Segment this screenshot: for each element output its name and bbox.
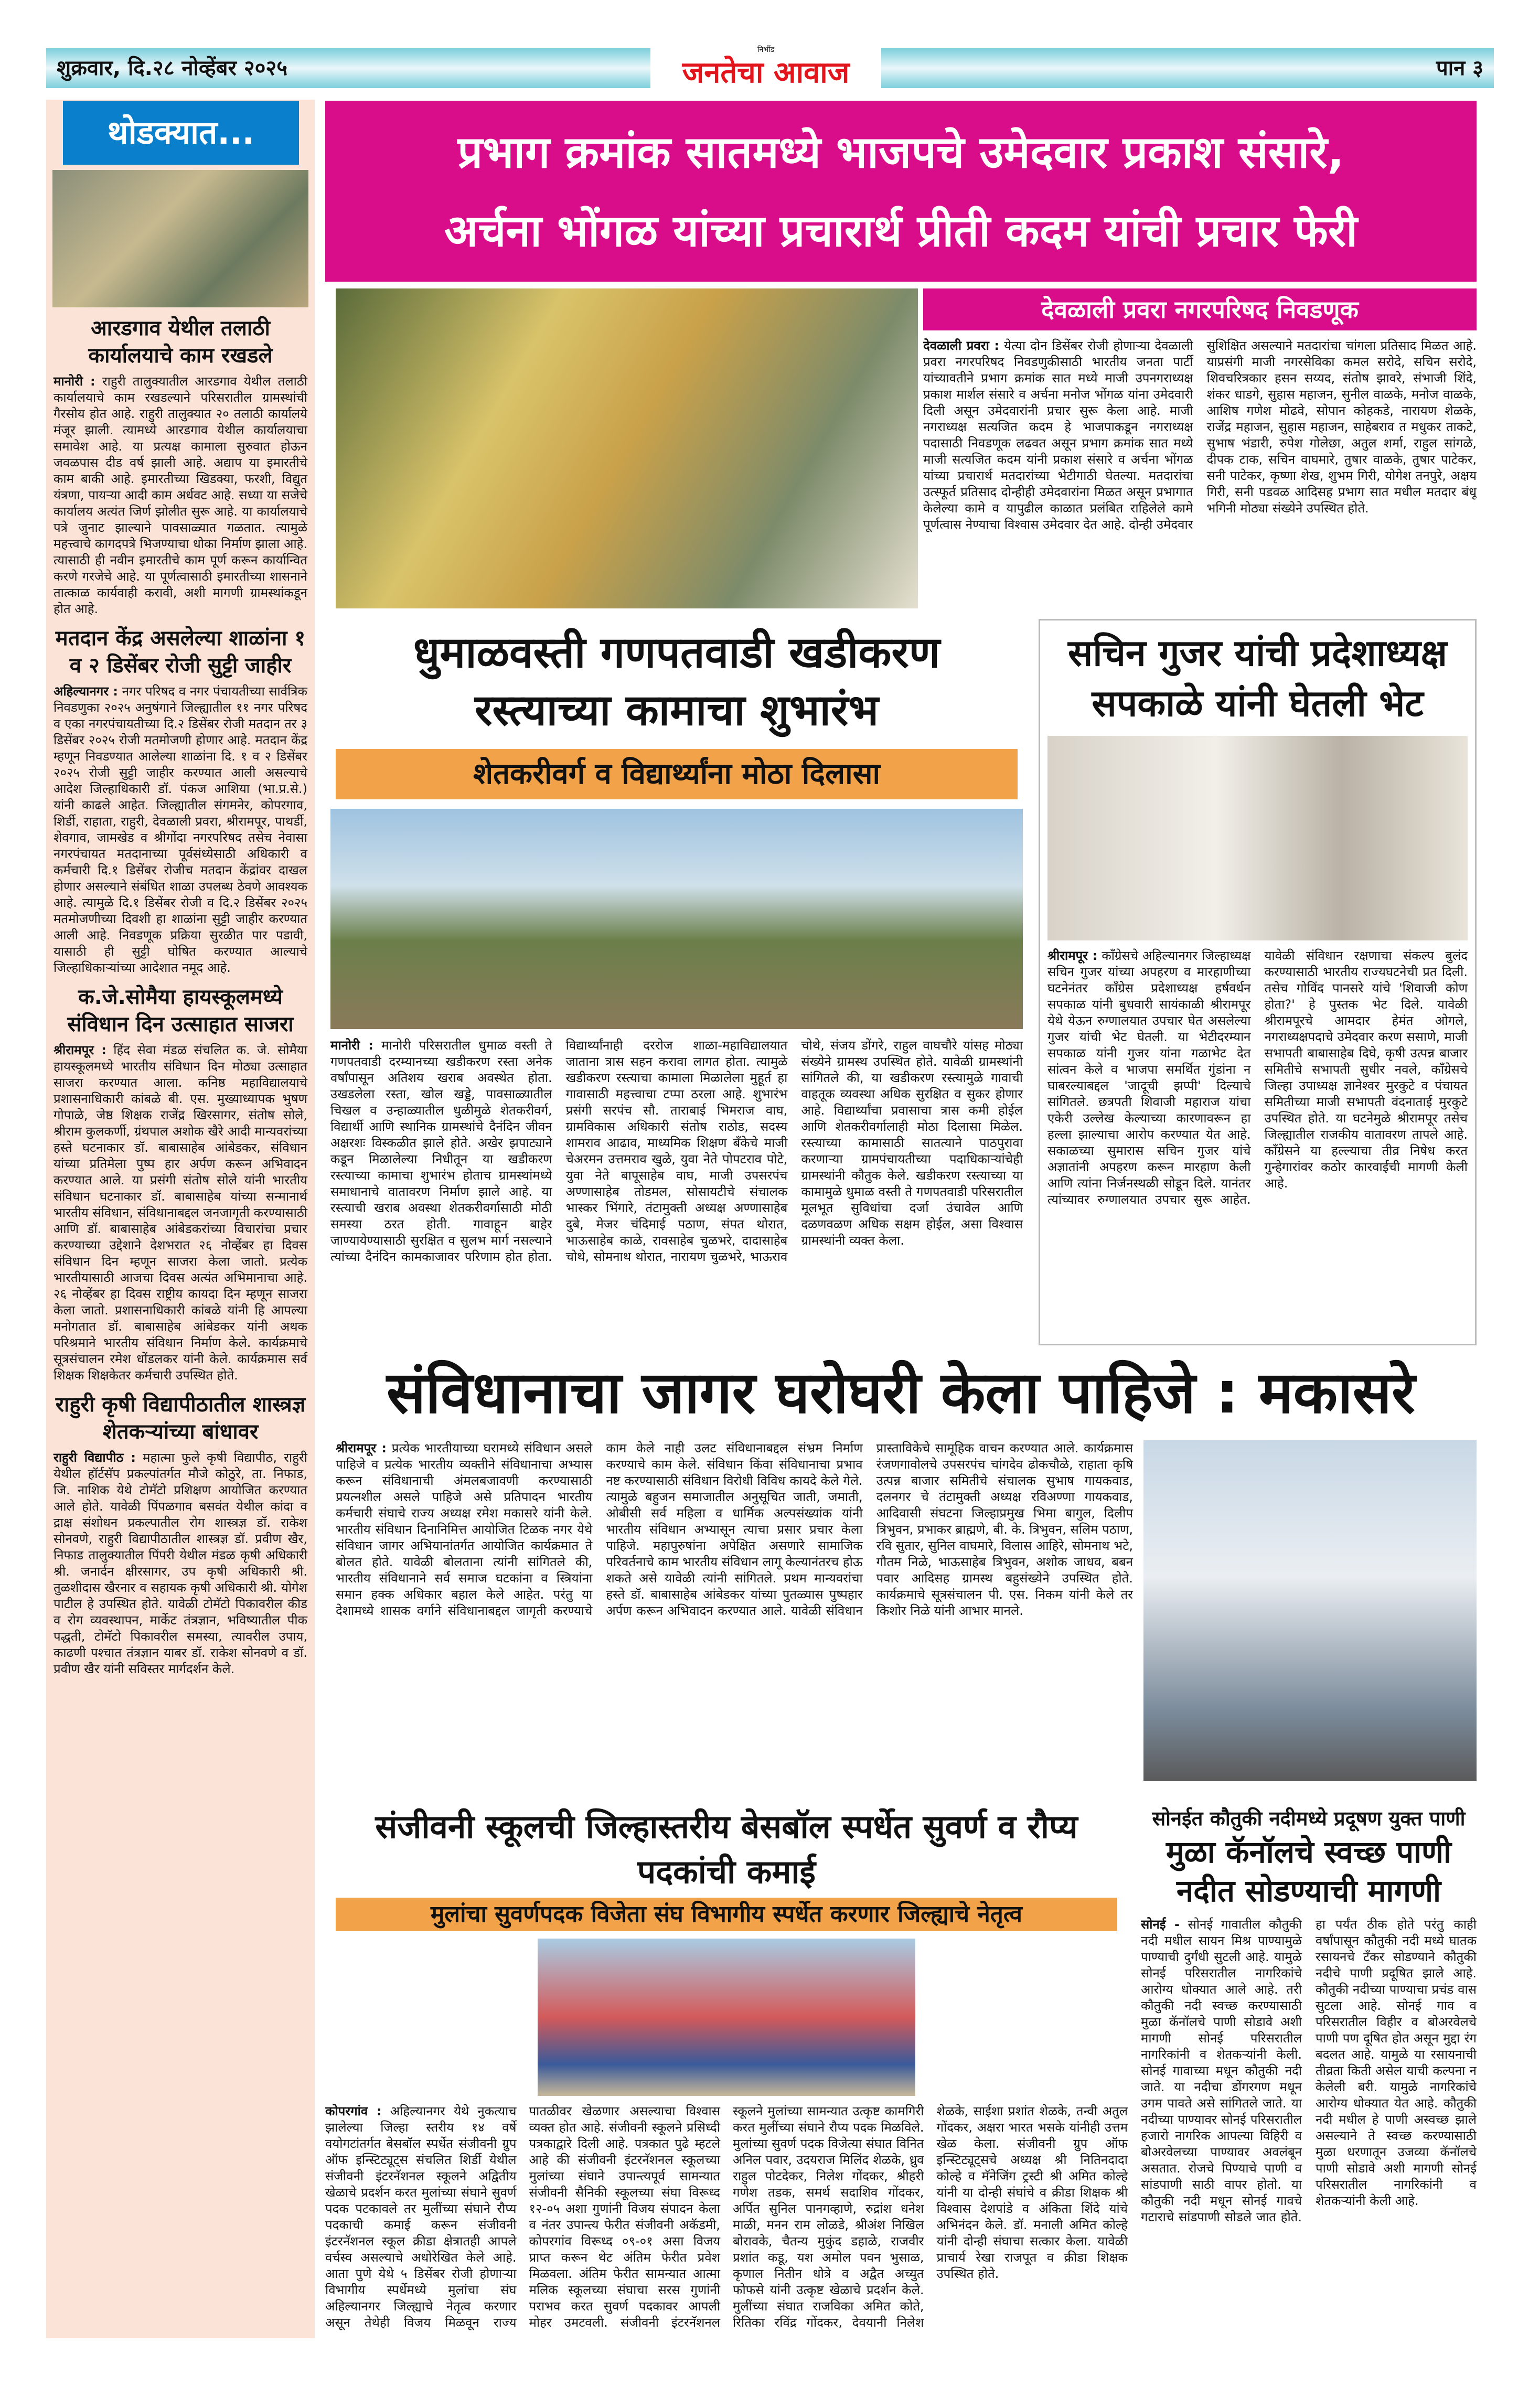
brief-headline: मतदान केंद्र असलेल्या शाळांना १ व २ डिसेंबर रोजी सुट्टी जाहीर (55, 626, 306, 678)
subheadline: शेतकरीवर्ग व विद्यार्थ्यांना मोठा दिलासा (336, 749, 1018, 799)
brief-text: महात्मा फुले कृषी विद्यापीठ, राहुरी येथील हॉर्टसॅप प्रकल्पांतर्गत मौजे कोठुरे, ता. निफाड, जि. नाशिक येथे टोमॅटो प्रशिक्षण आयोजित करण्यात आले होते. यावेळी पिंपळगाव बसवंत येथील कांदा व द्राक्ष संशोधन प्रकल्पातील रोग शास्त्रज्ञ डॉ. राकेश सोनवणे, राहुरी विद्यापीठातील शास्त्रज्ञ डॉ. प्रवीण खैर, निफाड तालुक्यातील पिंपरी येथील मंडळ कृषी अधिकारी श्री. जनार्दन क्षीरसागर, उप कृषी अधिकारी श्री. तुळशीदास खैरनार व सहायक कृषी अधिकारी श्री. योगेश पाटील हे उपस्थित होते. यावेळी टोमॅटो पिकावरील कीड व रोग व्यवस्थापन, मार्केट तंत्रज्ञान, भविष्यातील पीक पद्धती, टोमॅटो पिकावरील समस्या, त्यावरील उपाय, काढणी पश्चात तंत्रज्ञान याबर डॉ. राकेश सोनवणे व डॉ. प्रवीण खैर यांनी सविस्तर मार्गदर्शन केले. (54, 1450, 307, 1676)
brief-body (54, 683, 307, 976)
headline: सोनईत कौतुकी नदीमध्ये प्रदूषण युक्त पाणी (1152, 1807, 1466, 1830)
story-body (1141, 1917, 1477, 2225)
dateline: अहिल्यानगर : (54, 684, 119, 699)
page-number: पान ३ (1436, 56, 1483, 80)
speaker-photo (1143, 1440, 1477, 1781)
headline: सपकाळे यांनी घेतली भेट (1092, 682, 1424, 725)
story-body (923, 288, 1477, 533)
brief-body (54, 1450, 307, 1677)
story-baseball (325, 1804, 1128, 2339)
story-road-work (325, 619, 1028, 1345)
masthead-tag: निर्भीड (757, 46, 775, 54)
brief-headline: क.जे.सोमैया हायस्कूलमध्ये संविधान दिन उत्साहात साजरा (67, 985, 294, 1036)
banner-line: प्रभाग क्रमांक सातमध्ये भाजपचे उमेदवार प्रकाश संसारे, (457, 126, 1344, 178)
campaign-photo (336, 288, 918, 608)
story-text: सोनई गावातील कौतुकी नदी मधील सायन मिश्र पाण्यामुळे पाण्याची दुर्गंधी सुटली आहे. यामुळे सोनई परिसरातील नागरिकांचे आरोग्य धोक्यात आले आहे. तरी कौतुकी नदी स्वच्छ करण्यासाठी मुळा कॅनॉलचे पाणी सोडावे अशी मागणी सोनई परिसरातील नागरिकांनी व शेतकऱ्यांनी केली. सोनई गावाच्या मधून कौतुकी नदी जाते. या नदीचा डोंगरगण मधून उगम पावते असे सांगितले जाते. या नदीच्या पाण्यावर सोनई परिसरातील हजारो नागरिक आपल्या विहिरी व बोअरवेलच्या पाण्यावर अवलंबून असतात. रोजचे पिण्याचे पाणी व सांडपाणी साठी वापर होतो. या कौतुकी नदी मधून सोनई गावचे गटाराचे सांडपाणी सोडले जात होते. हा पर्यंत ठीक होते परंतु काही वर्षांपासून कौतुकी नदी मध्ये घातक रसायनचे टँकर सोडण्याने कौतुकी नदीचे पाणी प्रदूषित झाले आहे. कौतुकी नदीच्या पाण्याचा प्रचंड वास सुटला आहे. सोनई गाव व परिसरातील विहीर व बोअरवेलचे पाणी पण दूषित होत असून मुद्दा रंग बदलत आहे. यामुळे या रसायनाची तीव्रता किती असेल याची कल्पना न केलेली बरी. यामुळे नागरिकांचे आरोग्य धोक्यात येत आहे. कौतुकी नदी मधील हे पाणी अस्वच्छ झाले असल्याने ते स्वच्छ करण्यासाठी मुळा धरणातून उजव्या कॅनॉलचे पाणी सोडावे अशी मागणी सोनई परिसरातील नागरिकांनी व शेतकऱ्यांनी केली आहे. (1141, 1917, 1477, 2224)
brief-headline: राहुरी कृषी विद्यापीठातील शास्त्रज्ञ शेतकऱ्यांच्या बांधावर (55, 1393, 306, 1444)
brief-text: नगर परिषद व नगर पंचायतीच्या सार्वत्रिक निवडणुका २०२५ अनुषंगाने जिल्ह्यातील ११ नगर परिषद व एका नगरपंचायतीच्या दि.२ डिसेंबर रोजी मतदान तर ३ डिसेंबर २०२५ रोजी मतमोजणी होणार आहे. मतदान केंद्र म्हणून निवडण्यात आलेल्या शाळांना दि. १ व २ डिसेंबर २०२५ रोजी सुट्टी जाहीर करण्यात आली असल्याचे आदेश जिल्हाधिकारी डॉ. पंकज आशिया (भा.प्र.से.) यांनी काढले आहेत. जिल्ह्यातील संगमनेर, कोपरगाव, शिर्डी, राहाता, राहुरी, देवळाली प्रवरा, श्रीरामपूर, पाथर्डी, शेवगाव, जामखेड व श्रीगोंदा नगरपरिषद तसेच नेवासा नगरपंचायत मतदानाच्या पूर्वसंध्येसाठी अधिकारी व कर्मचारी दि.१ डिसेंबर रोजीच मतदान केंद्रांवर दाखल होणार असल्याने संबंधित शाळा उपलब्ध ठेवणे आवश्यक आहे. त्यामुळे दि.१ डिसेंबर रोजी व दि.२ डिसेंबर २०२५ मतमोजणीच्या दिवशी हा शाळांना सुट्टी जाहीर करण्यात आली आहे. निवडणूक प्रक्रिया सुरळीत पार पडावी, यासाठी ही सुट्टी घोषित करण्यात आल्याचे जिल्हाधिकाऱ्यांच्या आदेशात नमूद आहे. (54, 684, 307, 975)
dateline: सोनई - (1141, 1917, 1180, 1932)
headline: संजीवनी स्कूलची जिल्हास्तरीय बेसबॉल स्पर्धेत सुवर्ण व रौप्य पदकांची कमाई (375, 1807, 1078, 1891)
dateline: श्रीरामपूर : (1047, 948, 1098, 963)
masthead-title: जनतेचा आवाज (682, 56, 850, 90)
story-text: अहिल्यानगर येथे नुकत्याच झालेल्या जिल्हा स्तरीय १४ वर्षे वयोगटांतर्गत बेसबॉल स्पर्धेत संजीवनी ग्रुप ऑफ इन्स्टिट्यूट्स संचलित शिर्डी येथील संजीवनी इंटरनॅशनल स्कूलने अद्वितीय खेळाचे प्रदर्शन करत मुलांच्या संघाने सुवर्ण पदक पटकावले तर मुलींच्या संघाने रौप्य पदकाची कमाई करून संजीवनी इंटरनॅशनल स्कूल क्रीडा क्षेत्रातही आपले वर्चस्व असल्याचे अधोरेखित केले आहे. आता पुणे येथे ५ डिसेंबर रोजी होणाऱ्या विभागीय स्पर्धेमध्ये मुलांचा संघ अहिल्यानगर जिल्ह्याचे नेतृत्व करणार असून तेथेही विजय मिळवून राज्य पातळीवर खेळणार असल्याचा विश्वास व्यक्त होत आहे. संजीवनी स्कूलने प्रसिध्दी पत्रकाद्वारे दिली आहे. पत्रकात पुढे म्हटले आहे की संजीवनी इंटरनॅशनल स्कूलच्या मुलांच्या संघाने उपान्त्यपूर्व सामन्यात संजीवनी सैनिकी स्कूलच्या संघा विरूध्द १२-०५ अशा गुणांनी विजय संपादन केला व नंतर उपान्त्य फेरीत संजीवनी अकॅडमी, कोपरगांव विरूध्द ०९-०१ असा विजय प्राप्त करून थेट अंतिम फेरीत प्रवेश मिळवला. अंतिम फेरीत सामन्यात आत्मा मलिक स्कूलच्या संघाचा सरस गुणांनी पराभव करत सुवर्ण पदकावर आपली मोहर उमटवली. संजीवनी इंटरनॅशनल स्कूलने मुलांच्या सामन्यात उत्कृष्ट कामगिरी करत मुलींच्या संघाने रौप्य पदक मिळविले. मुलांच्या सुवर्ण पदक विजेत्या संघात विनित अनिल पवार, उदयराज मिलिंद शेळके, ध्रुव राहुल पोटदेकर, निलेश गोंदकर, श्रीहरी गणेश तडक, समर्थ सदाशिव गोंदकर, अर्पित सुनिल पानगव्हाणे, रुद्रांश धनेश माळी, मनन राम लोळडे, श्रीअंश निखिल बोरावके, चैतन्य मुकुंद डहाळे, राजवीर प्रशांत कडू, यश अमोल पवन भुसाळ, कृणाल नितीन धोत्रे व अद्वैत अच्युत फोफसे यांनी उत्कृष्ट खेळाचे प्रदर्शन केले. मुलींच्या संघात राजविका अमित कोते, रितिका रविंद्र गोंदकर, देवयानी निलेश शेळके, साईशा प्रशांत शेळके, तन्वी अतुल गोंदकर, अक्षरा भारत भसके यांनीही उत्तम खेळ केला. संजीवनी ग्रुप ऑफ इन्स्टिट्यूट्सचे अध्यक्ष श्री नितिनदादा कोल्हे व मॅनेजिंग ट्रस्टी श्री अमित कोल्हे यांनी या दोन्ही संघांचे व क्रीडा शिक्षक श्री विश्वास देशपांडे व अंकिता शिंदे यांचे अभिनंदन केले. डॉ. मनाली अमित कोल्हे यांनी दोन्ही संघाचा सत्कार केला. यावेळी प्राचार्य रेखा राजपूत व क्रीडा शिक्षक उपस्थित होते. (325, 2104, 1128, 2330)
story-congress-visit (1039, 619, 1477, 1345)
story-text: मानोरी परिसरातील धुमाळ वस्ती ते गणपतवाडी दरम्यानच्या खडीकरण रस्ता अनेक वर्षांपासून अतिशय खराब अवस्थेत होता. उखडलेला रस्ता, खोल खड्डे, पावसाळ्यातील चिखल व उन्हाळ्यातील धुळीमुळे शेतकरीवर्ग, विद्यार्थी आणि स्थानिक ग्रामस्थांचे दैनंदिन जीवन अक्षरशः विस्कळीत झाले होते. अखेर झपाट्याने कडून मिळालेल्या निधीतून या खडीकरण रस्त्याच्या कामाचा शुभारंभ होताच ग्रामस्थांमध्ये समाधानाचे वातावरण निर्माण झाले आहे. या रस्त्याची खराब अवस्था शेतकरीवर्गासाठी मोठी समस्या ठरत होती. गावाहून बाहेर जाण्यायेण्यासाठी सुरक्षित व सुलभ मार्ग नसल्याने त्यांच्या दैनंदिन कामकाजावर परिणाम होत होता. विद्यार्थ्यांनाही दररोज शाळा-महाविद्यालयात जाताना त्रास सहन करावा लागत होता. त्यामुळे खडीकरण रस्त्याचा कामाला मिळालेला मुहूर्त हा गावासाठी महत्त्वाचा टप्पा ठरला आहे. शुभारंभ प्रसंगी सरपंच सौ. ताराबाई भिमराज वाघ, ग्रामविकास अधिकारी संतोष राठोड, सदस्य शामराव आढाव, माध्यमिक शिक्षण बँकेचे माजी चेअरमन उत्तमराव खुळे, युवा नेते पोपटराव पोटे, युवा नेते बापूसाहेब वाघ, माजी उपसरपंच अण्णासाहेब तोडमल, सोसायटीचे संचालक भास्कर भिंगारे, तंटामुक्ती अध्यक्ष अण्णासाहेब दुबे, मेजर चंदिमाई पठाण, संपत थोरात, भाऊसाहेब काळे, रावसाहेब चुळभरे, दादासाहेब चोथे, सोमनाथ थोरात, नारायण चुळभरे, भाऊराव चोथे, संजय डोंगरे, राहुल वाघचौरे यांसह मोठ्या संख्येने ग्रामस्थ उपस्थित होते. यावेळी ग्रामस्थांनी सांगितले की, या खडीकरण रस्त्यामुळे गावाची वाहतूक व्यवस्था अधिक सुरक्षित व सुकर होणार आहे. विद्यार्थ्यांचा प्रवासाचा त्रास कमी होईल आणि शेतकरीवर्गालाही मोठा दिलासा मिळेल. रस्त्याच्या कामासाठी सातत्याने पाठपुरावा करणाऱ्या ग्रामपंचायतीच्या पदाधिकाऱ्यांचेही ग्रामस्थांनी कौतुक केले. खडीकरण रस्त्याच्या या कामामुळे धुमाळ वस्ती ते गणपतवाडी परिसरातील मूलभूत सुविधांचा दर्जा उंचावेल आणि दळणवळण अधिक सक्षम होईल, असा विश्वास ग्रामस्थांनी व्यक्त केला. (330, 1038, 1023, 1264)
dateline: राहुरी विद्यापीठ : (54, 1450, 136, 1465)
dateline: मानोरी : (330, 1038, 373, 1053)
section-title: थोडक्यात... (63, 101, 299, 165)
dateline: देवळाली प्रवरा : (923, 338, 1000, 353)
brief-body (54, 373, 307, 617)
story-text: येत्या दोन डिसेंबर रोजी होणाऱ्या देवळाली प्रवरा नगरपरिषद निवडणुकीसाठी भारतीय जनता पार्टी यांच्यावतीने प्रभाग क्रमांक सात मध्ये माजी उपनगराध्यक्ष प्रकाश मार्शल संसारे व अर्चना मनोज भोंगळ यांना उमेदवारी दिली असून उमेदवारांनी प्रचार सुरू केला आहे. माजी नगराध्यक्ष सत्यजित कदम हे भाजपाकडून नगराध्यक्ष पदासाठी निवडणूक लढवत असून प्रभाग क्रमांक सात मध्ये माजी सत्यजित कदम यांनी प्रकाश संसारे व अर्चना भोंगळ यांच्या प्रचारार्थ मतदारांच्या भेटीगाठी घेतल्या. मतदारांचा उत्स्फूर्त प्रतिसाद दोन्हीही उमेदवारांना मिळत असून प्रभागात केलेल्या कामे व यापुढील काळात प्रलंबित राहिलेले कामे पूर्णत्वास नेण्याचा विश्वास उमेदवार देत आहे. दोन्ही उमेदवार सुशिक्षित असल्याने मतदारांचा चांगला प्रतिसाद मिळत आहे. याप्रसंगी माजी नगरसेविका कमल सरोदे, सचिन सरोदे, शिवचरित्रकार हसन सय्यद, संतोष झावरे, संभाजी शिंदे, शंकर धाडगे, सुहास महाजन, सुनील वाळके, मनोज वाळके, आशिष गणेश मोढवे, सोपान कोहकडे, नारायण शेळके, राजेंद्र महाजन, सुहास महाजन, साहेबराव त मधुकर ताकटे, सुभाष भंडारी, रुपेश गोलेछा, अतुल शर्मा, राहुल सांगळे, दीपक टाक, सचिन वाघमारे, तुषार वाळके, तुषार पाटेकर, सनी पाटेकर, कृष्णा शेख, शुभम गिरी, योगेश तनपुरे, अक्षय गिरी, सनी पडवळ आदिसह प्रभाग सात मधील मतदार बंधू भगिनी मोठ्या संख्येने उपस्थित होते. (923, 338, 1477, 532)
story-body (336, 1440, 1133, 1781)
lead-headline-banner (325, 101, 1477, 282)
dateline: श्रीरामपूर : (336, 1441, 387, 1455)
story-constitution (325, 1353, 1477, 1799)
dateline: श्रीरामपूर : (54, 1043, 106, 1057)
story-body (1047, 948, 1468, 1208)
headline-constitution: संविधानाचा जागर घरोघरी केला पाहिजे : मकासरे (387, 1359, 1415, 1426)
team-photo (538, 1939, 915, 2096)
story-river-pollution (1141, 1804, 1477, 2339)
headline: मुळा कॅनॉलचे स्वच्छ पाणी नदीत सोडण्याची मागणी (1166, 1834, 1451, 1909)
groundbreaking-photo (330, 809, 1023, 1029)
brief-headline: आरडगाव येथील तलाठी कार्यालयाचे काम रखडले (88, 316, 273, 368)
issue-date: शुक्रवार, दि.२८ नोव्हेंबर २०२५ (57, 56, 288, 80)
building-photo (52, 170, 308, 307)
story-body (325, 809, 1028, 1265)
election-label: देवळाली प्रवरा नगरपरिषद निवडणूक (923, 288, 1477, 330)
banner-line: अर्चना भोंगळ यांच्या प्रचारार्थ प्रीती कदम यांची प्रचार फेरी (444, 205, 1357, 256)
dateline: मानोरी : (54, 374, 95, 389)
brief-text: राहुरी तालुक्यातील आरडगाव येथील तलाठी कार्यालयाचे काम रखडल्याने परिसरातील ग्रामस्थांची गैरसोय होत आहे. राहुरी तालुक्यात २० तलाठी कार्यालये मंजूर झाली. त्यामध्ये आरडगाव येथील कार्यालयाचा समावेश आहे. या प्रत्यक्ष कामाला सुरुवात होऊन जवळपास दीड वर्ष झाली आहे. अद्याप या इमारतीचे काम बाकी आहे. इमारतीच्या खिडक्या, फरशी, विद्युत यंत्रणा, पायऱ्या आदी काम अर्धवट आहे. सध्या या सजेचे कार्यालय अत्यंत जिर्ण झोलीत सुरू आहे. या कार्यालयाचे पत्रे जुनाट झाल्याने पावसाळ्यात गळतात. त्यामुळे महत्त्वाचे कागदपत्रे भिजण्याचा धोका निर्माण झाला आहे. त्यासाठी ही नवीन इमारतीचे काम पूर्ण करून कार्यान्वित करणे गरजेचे आहे. या पूर्णत्वासाठी इमारतीच्या शासनाने तात्काळ कार्यवाही करावी, अशी मागणी ग्रामस्थांकडून होत आहे. (54, 374, 307, 616)
headline: रस्त्याच्या कामाचा शुभारंभ (474, 686, 879, 735)
story-text: प्रत्येक भारतीयाच्या घरामध्ये संविधान असले पाहिजे व प्रत्येक भारतीय व्यक्तीने संविधानाचा अभ्यास करून संविधानाची अंमलबजावणी करण्यासाठी प्रयत्नशील असले पाहिजे असे प्रतिपादन भारतीय कर्मचारी संघाचे राज्य अध्यक्ष रमेश मकासरे यांनी केले. भारतीय संविधान दिनानिमित्त आयोजित टिळक नगर येथे संविधान जागर अभियानांतर्गत आयोजित कार्यक्रमात ते बोलत होते. यावेळी बोलताना त्यांनी सांगितले की, भारतीय संविधानाने सर्व समाज घटकांना व स्त्रियांना समान हक्क अधिकार बहाल केले आहेत. परंतु या देशामध्ये शासक वर्गाने संविधानाबद्दल जागृती करण्याचे काम केले नाही उलट संविधानाबद्दल संभ्रम निर्माण करण्याचे काम केले. संविधान किंवा संविधानाचा प्रभाव नष्ट करण्यासाठी संविधान विरोधी विविध कायदे केले गेले. त्यामुळे बहुजन समाजातील अनुसूचित जाती, जमाती, ओबीसी सर्व महिला व धार्मिक अल्पसंख्यांक यांनी भारतीय संविधान अभ्यासून त्याचा प्रसार प्रचार केला पाहिजे. महापुरुषांना अपेक्षित असणारे सामाजिक परिवर्तनाचे काम भारतीय संविधान लागू केल्यानंतरच होऊ शकते असे यावेळी त्यांनी सांगितले. प्रथम मान्यवरांचा हस्ते डॉ. बाबासाहेब आंबेडकर यांच्या पुतळ्यास पुष्पहार अर्पण करून अभिवादन करण्यात आले. यावेळी संविधान प्रास्ताविकेचे सामूहिक वाचन करण्यात आले. कार्यक्रमास रंजणगावोलचे उपसरपंच चांगदेव ढोकचौळे, राहाता कृषि उत्पन्न बाजार समितीचे संचालक सुभाष गायकवाड, दलनगर चे तंटामुक्ती अध्यक्ष रविअण्णा गायकवाड, आदिवासी संघटना जिल्हाप्रमुख भिमा बागुल, दिलीप त्रिभुवन, प्रभाकर ब्राह्मणे, बी. के. त्रिभुवन, सलिम पठाण, रवि सुतार, सुनिल वाघमारे, विलास आहिरे, सोमनाथ भटे, गौतम निळे, भाऊसाहेब त्रिभुवन, अशोक जाधव, बबन पवार आदिसह ग्रामस्थ बहुसंख्येने उपस्थित होते. कार्यक्रमाचे सूत्रसंचालन पी. एस. निकम यांनी केले तर किशोर निळे यांनी आभार मानले. (336, 1441, 1133, 1618)
headline: सचिन गुजर यांची प्रदेशाध्यक्ष (1068, 632, 1447, 675)
brief-body (54, 1042, 307, 1384)
headline: धुमाळवस्ती गणपतवाडी खडीकरण (413, 628, 940, 678)
story-campaign (923, 288, 1477, 611)
masthead-logo (650, 43, 881, 93)
subheadline: मुलांचा सुवर्णपदक विजेता संघ विभागीय स्पर्धेत करणार जिल्ह्याचे नेतृत्व (336, 1898, 1117, 1931)
brief-text: हिंद सेवा मंडळ संचलित क. जे. सोमैया हायस्कूलमध्ये भारतीय संविधान दिन मोठ्या उत्साहात साजरा करण्यात आला. कनिष्ठ महाविद्यालयाचे प्रशासनाधिकारी कांबळे बी. एस. मुख्याध्यापक भुषण गोपाळे, जेष्ठ शिक्षक राजेंद्र खिरसागर, संतोष सोले, श्रीराम कुलकर्णी, ग्रंथपाल अशोक खैरे आदी मान्यवरांच्या हस्ते घटनाकार डॉ. बाबासाहेब आंबेडकर, संविधान यांच्या प्रतिमेला पुष्प हार अर्पण करून अभिवादन करण्यात आले. या प्रसंगी संतोष सोले यांनी भारतीय संविधान घटनाकार डॉ. बाबासाहेब यांच्या सन्मानार्थ भारतीय संविधान, संविधानाबद्दल जनजागृती करण्यासाठी आणि डॉ. बाबासाहेब आंबेडकरांच्या विचारांचा प्रचार करण्याच्या उद्देशाने देशभरात २६ नोव्हेंबर हा दिवस संविधान दिन म्हणून साजरा केला जातो. प्रत्येक भारतीयासाठी आजचा दिवस अत्यंत अभिमानाचा आहे. २६ नोव्हेंबर हा दिवस राष्ट्रीय कायदा दिन म्हणून साजरा केला जातो. प्रशासनाधिकारी कांबळे यांनी हि आपल्या मनोगतात डॉ. बाबासाहेब आंबेडकर यांनी अथक परिश्रमाने भारतीय संविधान निर्माण केले. कार्यक्रमाचे सूत्रसंचालन रमेश धोंडलकर यांनी केले. कार्यक्रमास सर्व शिक्षक शिक्षकेतर कर्मचारी उपस्थित होते. (54, 1043, 307, 1383)
visit-photo (1047, 736, 1468, 940)
dateline: कोपरगांव : (325, 2104, 382, 2118)
story-body (325, 1939, 1128, 2331)
story-text: काँग्रेसचे अहिल्यानगर जिल्हाध्यक्ष सचिन गुजर यांच्या अपहरण व मारहाणीच्या घटनेनंतर काँग्रेस प्रदेशाध्यक्ष हर्षवर्धन सपकाळ यांनी बुधवारी सायंकाळी श्रीरामपूर येथे येऊन रुग्णालयात उपचार घेत असलेल्या गुजर यांची भेट घेतली. या भेटीदरम्यान सपकाळ यांनी गुजर यांना गळाभेट देत सांत्वन केले व भाजपा समर्थित गुंडांना न घाबरल्याबद्दल 'जादूची झप्पी' दिल्याचे सांगितले. छत्रपती शिवाजी महाराज यांचा एकेरी उल्लेख केल्याच्या कारणावरून हा हल्ला झाल्याचा आरोप करण्यात येत आहे. सकाळच्या सुमारास सचिन गुजर यांचे अज्ञातांनी अपहरण करून मारहाण केली आणि त्यांना निर्जनस्थळी सोडून दिले. यानंतर त्यांच्यावर रुग्णालयात उपचार सुरू आहेत. यावेळी संविधान रक्षणाचा संकल्प बुलंद करण्यासाठी भारतीय राज्यघटनेची प्रत दिली. तसेच गोविंद पानसरे यांचे 'शिवाजी कोण होता?' हे पुस्तक भेट दिले. यावेळी श्रीरामपूरचे आमदार हेमंत ओगले, नगराध्यक्षपदाचे उमेदवार करण ससाणे, माजी सभापती बाबासाहेब दिघे, कृषी उत्पन्न बाजार समितीचे सभापती सुधीर नवले, काँग्रेसचे जिल्हा उपाध्यक्ष ज्ञानेश्वर मुरकुटे व पंचायत समितीच्या माजी सभापती वंदनाताई मुरकुटे उपस्थित होते. या घटनेमुळे श्रीरामपूर तसेच जिल्ह्यातील राजकीय वातावरण तापले आहे. काँग्रेसने या हल्ल्याचा तीव्र निषेध करत गुन्हेगारांवर कठोर कारवाईची मागणी केली आहे. (1047, 948, 1468, 1207)
briefs-column (46, 100, 315, 2338)
